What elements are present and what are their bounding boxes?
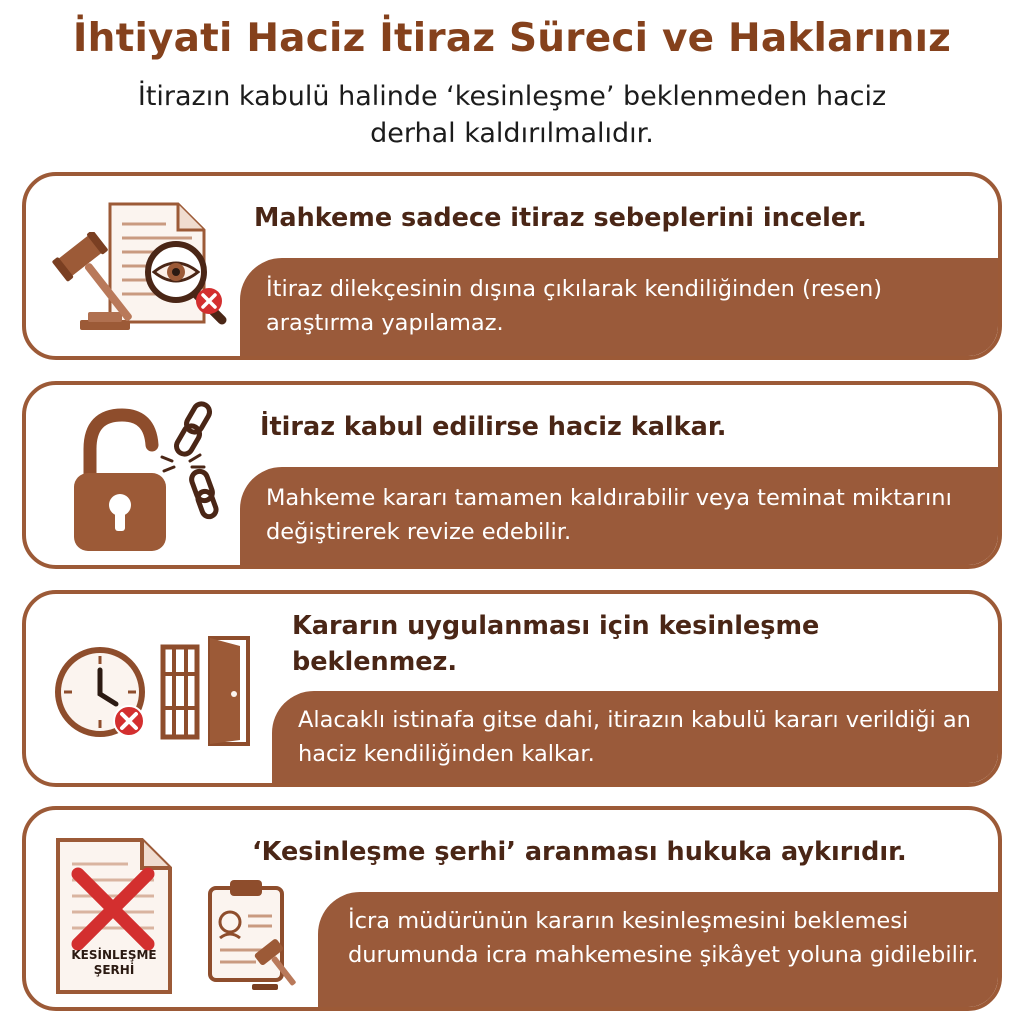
page-subtitle: İtirazın kabulü halinde ‘kesinleşme’ beklenmeden haciz derhal kaldırılmalıdır. <box>137 81 887 149</box>
broken-chain-icon <box>154 399 220 521</box>
card-title: Mahkeme sadece itiraz sebeplerini inceler. <box>254 203 867 233</box>
card-title: İtiraz kabul edilirse haciz kalkar. <box>260 412 727 442</box>
card-text: Mahkeme kararı tamamen kaldırabilir veya teminat miktarını değiştirerek revize edebilir. <box>266 485 952 545</box>
card-panel <box>272 691 998 783</box>
card-text: İtiraz dilekçesinin dışına çıkılarak kendiliğinden (resen) araştırma yapılamaz. <box>266 276 883 336</box>
info-card-no-wait <box>22 590 1002 787</box>
open-door-icon <box>206 634 252 748</box>
gavel-icon <box>248 938 300 992</box>
info-card-lift <box>22 381 1002 569</box>
jail-bars-icon <box>160 644 200 740</box>
rejected-icon <box>194 286 224 316</box>
info-card-scope <box>22 172 1002 360</box>
card-title: ‘Kesinleşme şerhi’ aranması hukuka aykırıdır. <box>252 837 907 867</box>
card-panel <box>318 892 998 1007</box>
card-panel <box>240 467 998 565</box>
card-title: Kararın uygulanması için kesinleşme beklenmez. <box>292 611 820 677</box>
card-text: İcra müdürünün kararın kesinleşmesini beklemesi durumunda icra mahkemesine şikâyet yoluna gidilebilir. <box>348 908 979 968</box>
page-title: İhtiyati Haciz İtiraz Süreci ve Haklarınız <box>72 16 952 61</box>
card-panel <box>240 258 998 356</box>
card-text: Alacaklı istinafa gitse dahi, itirazın kabulü kararı verildiği an haciz kendiliğinden kalkar. <box>298 707 971 767</box>
info-card-annotation <box>22 806 1002 1011</box>
stamp-label: KESİNLEŞME ŞERHİ <box>71 948 157 977</box>
judge-gavel-icon <box>34 232 146 336</box>
no-wait-icon <box>112 704 146 738</box>
